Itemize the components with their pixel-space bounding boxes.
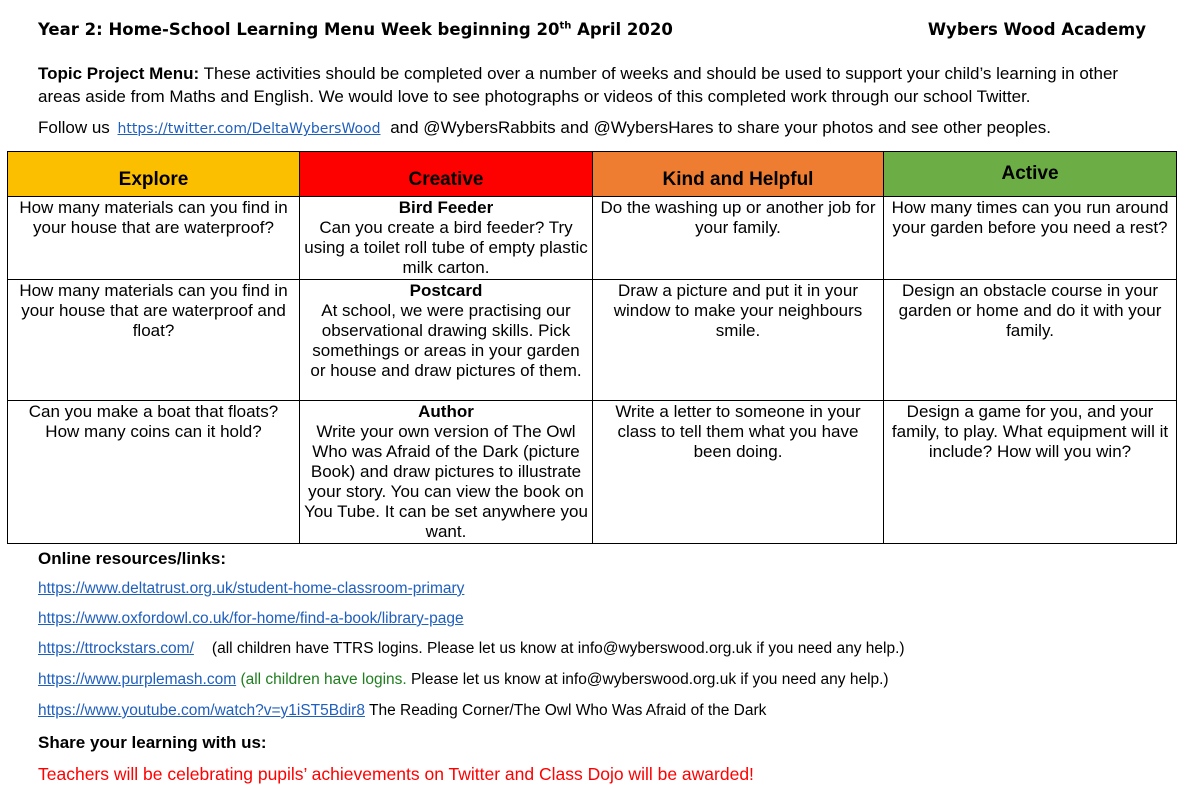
youtube-link[interactable]: https://www.youtube.com/watch?v=y1iST5Bdir8 [38,702,365,719]
creative-text: Can you create a bird feeder? Try using a toilet roll tube of empty plastic milk carton. [304,218,588,277]
explore-cell: How many materials can you find in your house that are waterproof and float? [8,280,300,401]
explore-cell: Can you make a boat that floats? How many coins can it hold? [8,401,300,544]
resource-line-3 [38,640,905,658]
table-row [8,280,1177,401]
kind-cell: Write a letter to someone in your class to tell them what you have been doing. [593,401,884,544]
oxfordowl-link[interactable]: https://www.oxfordowl.co.uk/for-home/find-a-book/library-page [38,610,464,627]
active-cell: Design a game for you, and your family, to play. What equipment will it include? How will you win? [884,401,1177,544]
table-row [8,197,1177,280]
follow-suffix: and @WybersRabbits and @WybersHares to share your photos and see other peoples. [385,118,1051,137]
share-heading: Share your learning with us: [38,733,267,752]
resource-line-4 [38,671,889,689]
resource-line-5 [38,702,766,720]
twitter-link[interactable]: https://twitter.com/DeltaWybersWood [117,121,381,137]
document-title [38,20,673,39]
intro-label: Topic Project Menu: [38,64,200,83]
school-name: Wybers Wood Academy [927,20,1146,39]
creative-title: Author [418,402,474,421]
creative-title: Bird Feeder [398,198,494,217]
share-message: Teachers will be celebrating pupils’ achievements on Twitter and Class Dojo will be awarded! [38,764,754,784]
resource-line-2 [38,610,464,628]
creative-cell [300,197,593,280]
explore-cell: How many materials can you find in your house that are waterproof? [8,197,300,280]
resources-heading: Online resources/links: [38,549,227,568]
header-active: Active [884,152,1177,197]
youtube-note: The Reading Corner/The Owl Who Was Afraid of the Dark [364,702,767,719]
active-cell: Design an obstacle course in your garden or home and do it with your family. [884,280,1177,401]
title-text: Year 2: Home-School Learning Menu Week beginning 20 [38,20,560,39]
intro-text: These activities should be completed over a number of weeks and should be used to support your child’s learning in other areas aside from Maths and English. We would love to see photographs or videos of this completed work through our school Twitter. [38,64,1119,106]
document-header [38,20,1146,46]
kind-cell: Do the washing up or another job for your family. [593,197,884,280]
creative-cell [300,401,593,544]
deltatrust-link[interactable]: https://www.deltatrust.org.uk/student-home-classroom-primary [38,580,465,597]
purplemash-link[interactable]: https://www.purplemash.com [38,671,237,688]
ttrs-note: (all children have TTRS logins. Please let us know at info@wyberswood.org.uk if you need any help.) [211,640,905,657]
header-kind-and-helpful: Kind and Helpful [593,152,884,197]
creative-cell [300,280,593,401]
ttrockstars-link[interactable]: https://ttrockstars.com/ [38,640,194,657]
purplemash-note: Please let us know at info@wyberswood.org.uk if you need any help.) [406,671,889,688]
title-superscript: th [559,20,572,32]
resource-line-1 [38,580,464,598]
title-text-end: April 2020 [571,20,673,39]
creative-text: Write your own version of The Owl Who was Afraid of the Dark (picture Book) and draw pictures to illustrate your story. You can view the book on You Tube. It can be set anywhere you want. [304,422,588,541]
header-creative: Creative [300,152,593,197]
learning-menu-table [7,151,1177,544]
creative-text: At school, we were practising our observational drawing skills. Pick somethings or areas in your garden or house and draw pictures of them. [310,301,582,380]
follow-line [38,118,1051,138]
header-explore: Explore [8,152,300,197]
active-cell: How many times can you run around your garden before you need a rest? [884,197,1177,280]
intro-paragraph [38,62,1158,108]
table-header-row [8,152,1177,197]
follow-prefix: Follow us [38,118,115,137]
creative-title: Postcard [409,281,483,300]
purplemash-note-green: (all children have logins. [236,671,407,688]
kind-cell: Draw a picture and put it in your window to make your neighbours smile. [593,280,884,401]
table-row [8,401,1177,544]
